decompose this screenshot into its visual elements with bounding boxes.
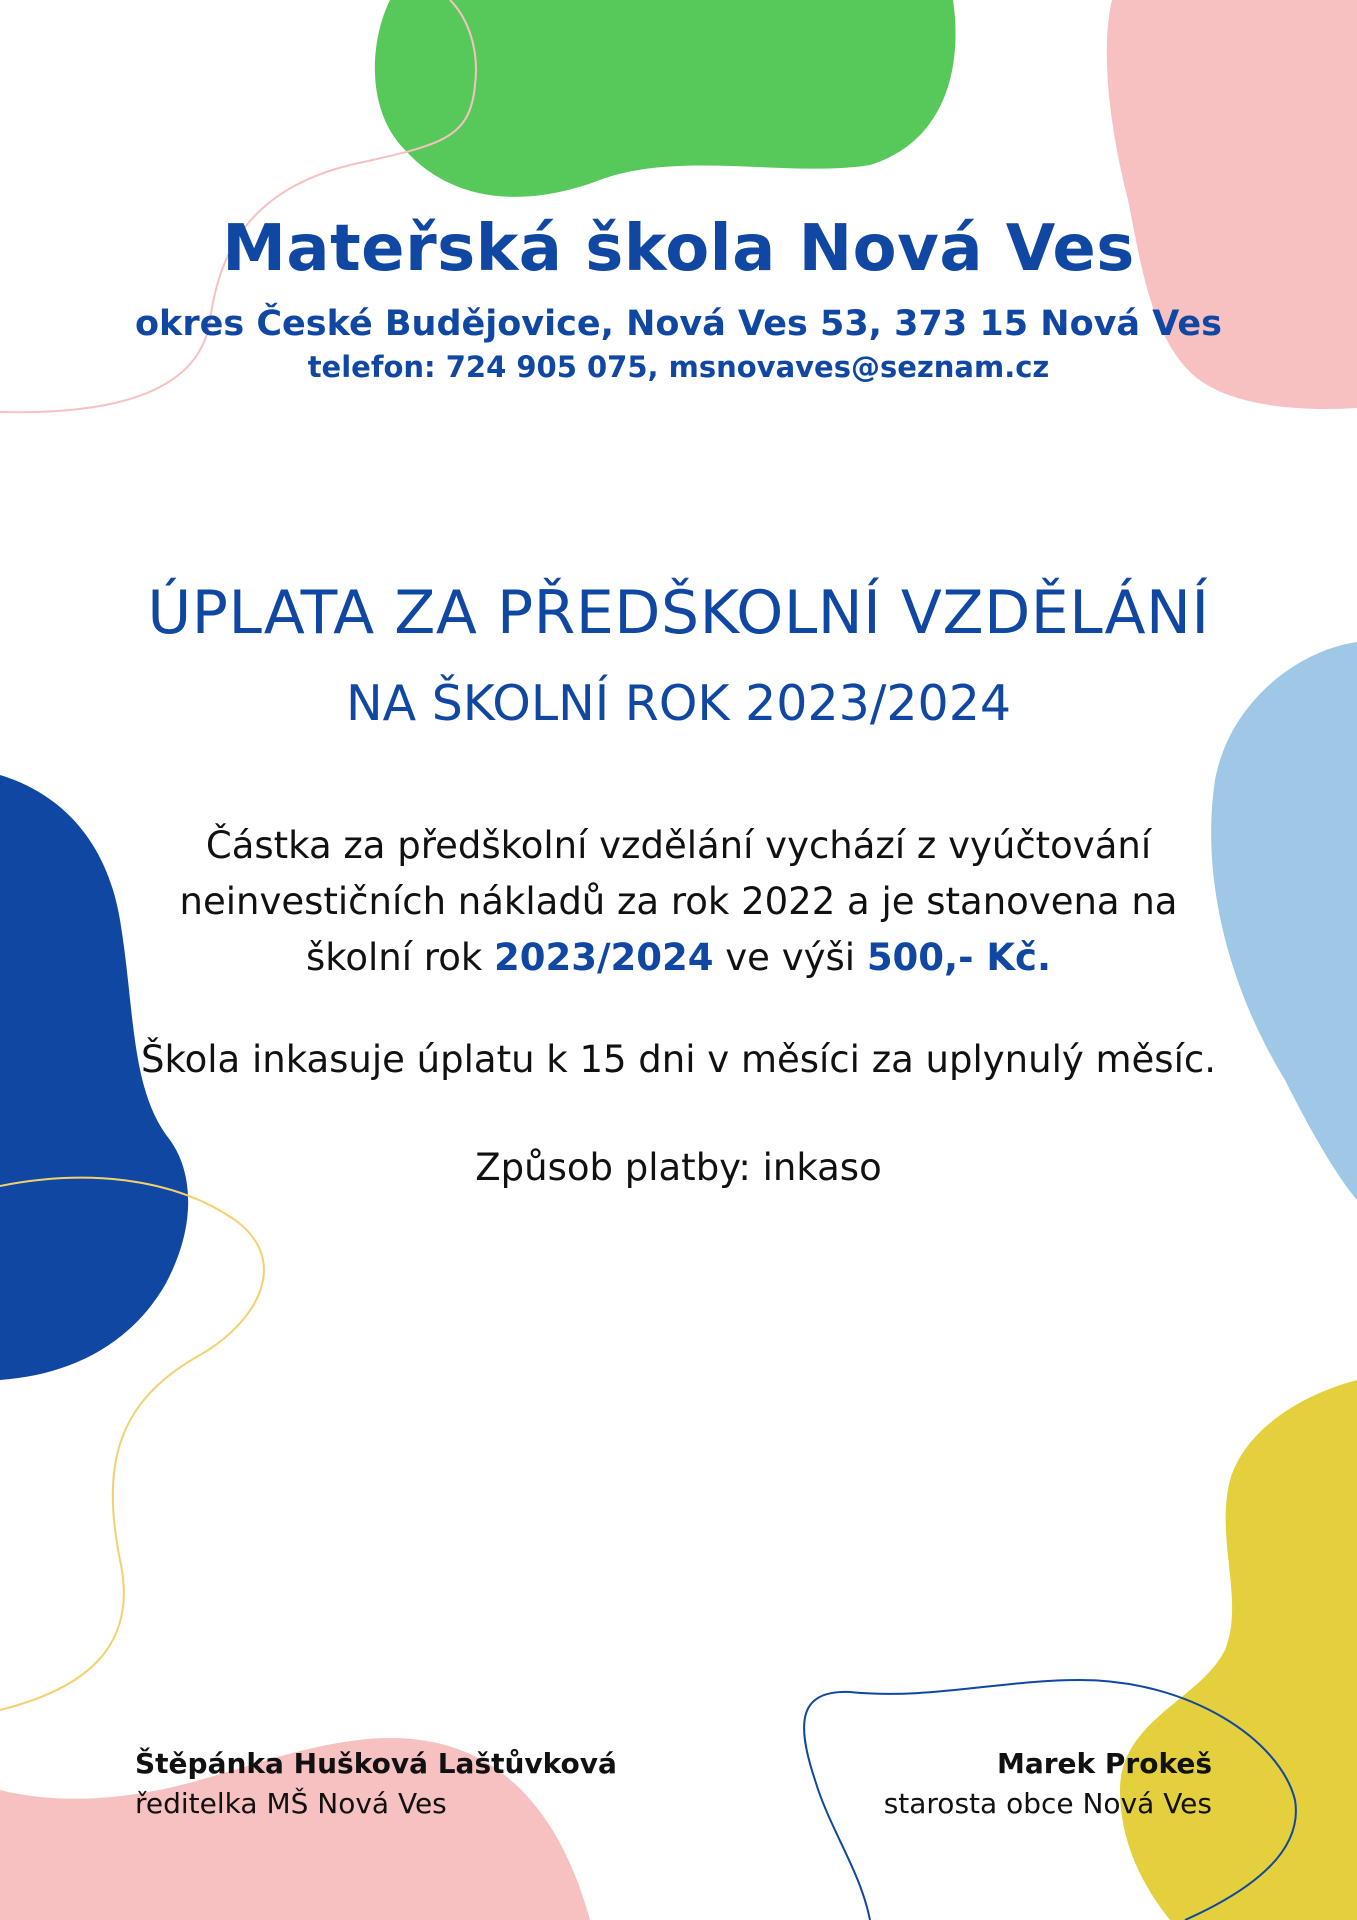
signature-left: [135, 1744, 617, 1824]
school-address: okres České Budějovice, Nová Ves 53, 373 15 Nová Ves: [135, 304, 1222, 344]
green-blob: [375, 0, 956, 197]
mayor-name: Marek Prokeš: [996, 1747, 1212, 1780]
document-subtitle: NA ŠKOLNÍ ROK 2023/2024: [345, 675, 1012, 732]
document-title: ÚPLATA ZA PŘEDŠKOLNÍ VZDĚLÁNÍ: [147, 578, 1210, 648]
school-year-highlight: 2023/2024: [494, 936, 714, 979]
signature-right: [884, 1744, 1212, 1824]
payment-method: Způsob platby: inkaso: [475, 1146, 882, 1189]
fee-paragraph: [140, 818, 1217, 986]
school-contact: telefon: 724 905 075, msnovaves@seznam.cz: [307, 350, 1050, 384]
fee-amount-highlight: 500,- Kč.: [866, 936, 1051, 979]
pink-blob-top-right: [1107, 0, 1357, 409]
mayor-role: starosta obce Nová Ves: [883, 1787, 1212, 1820]
fee-text-part1: Částka za předškolní vzdělání vychází z vyúčtování neinvestičních nákladů za rok 2022 a je stanovena na školní rok: [179, 824, 1178, 979]
yellow-blob: [1120, 1380, 1357, 1920]
director-role: ředitelka MŠ Nová Ves: [135, 1787, 447, 1820]
fee-text-part2: ve výši: [713, 936, 867, 979]
collection-note: Škola inkasuje úplatu k 15 dni v měsíci za uplynulý měsíc.: [141, 1038, 1216, 1081]
school-name: Mateřská škola Nová Ves: [222, 212, 1135, 286]
director-name: Štěpánka Hušková Laštůvková: [135, 1747, 617, 1780]
